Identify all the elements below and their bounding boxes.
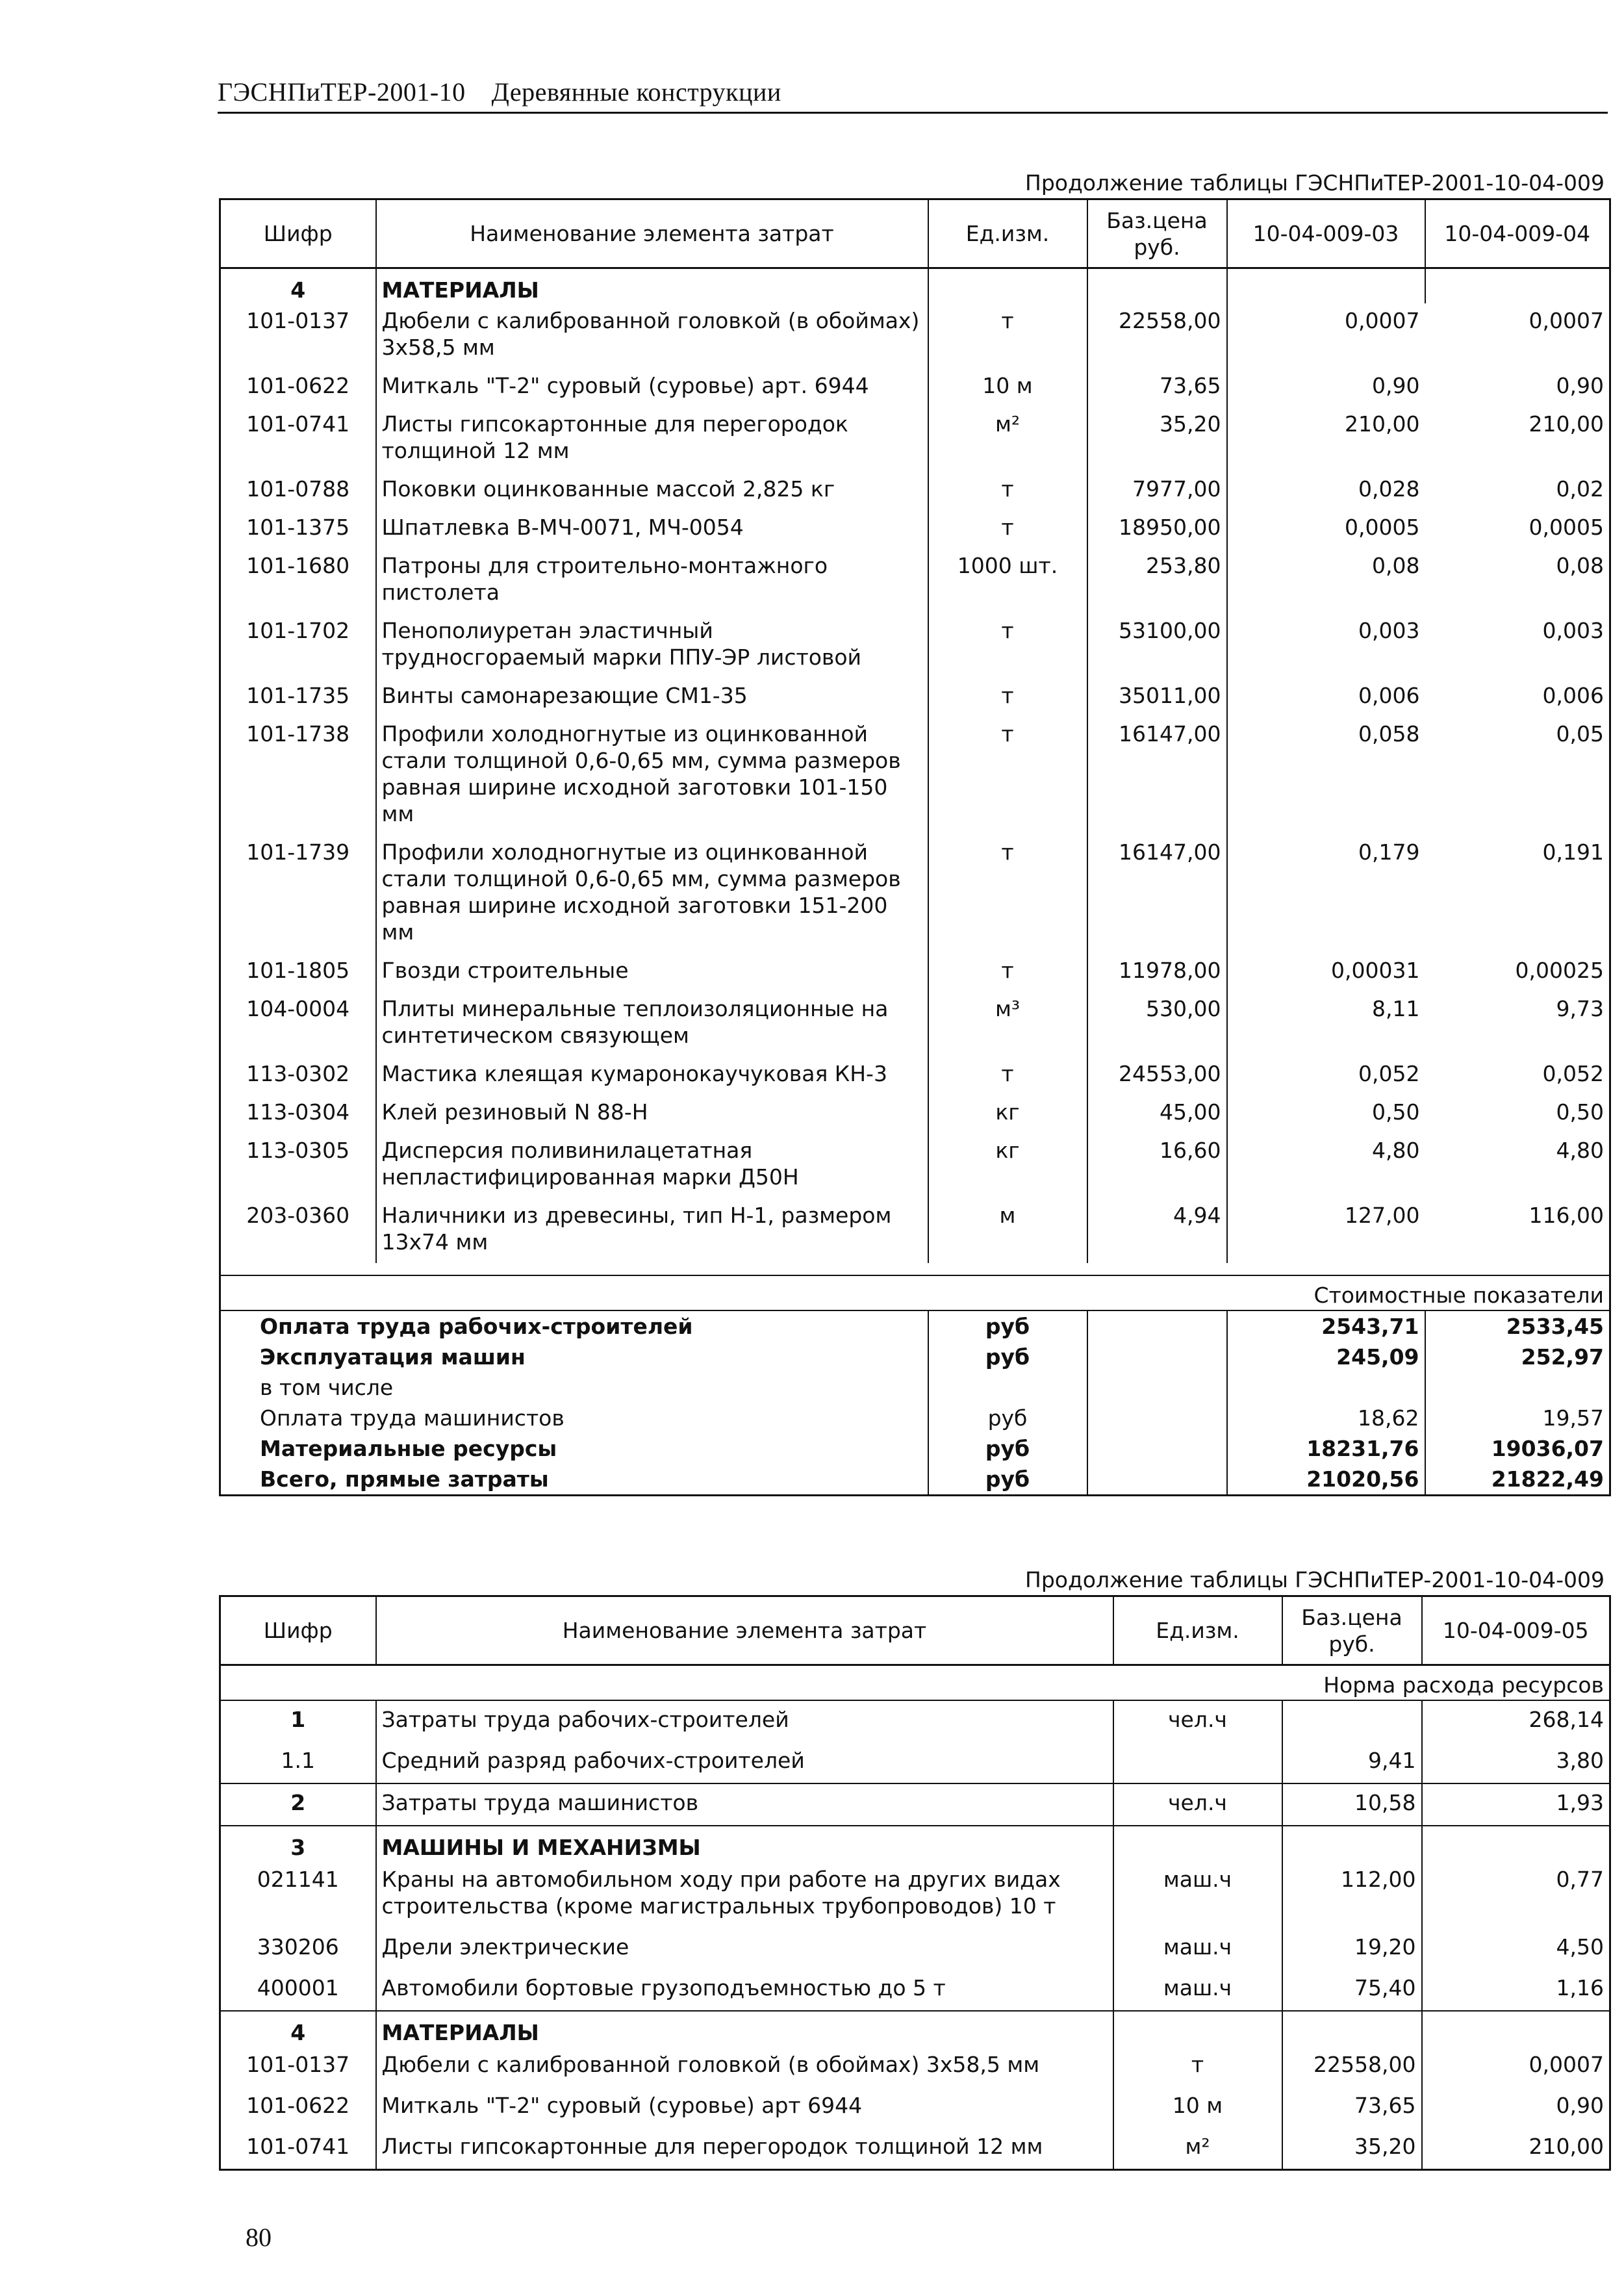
section-title: МАТЕРИАЛЫ (376, 2011, 1113, 2046)
norm-label-row (220, 1665, 1610, 1701)
row-norm-05: 210,00 (1422, 2128, 1610, 2170)
row-unit: м² (928, 407, 1087, 472)
row-name: Винты самонарезающие СМ1-35 (376, 678, 928, 717)
row-norm-05: 1,93 (1422, 1783, 1610, 1826)
summary-norm-04: 19036,07 (1425, 1433, 1610, 1464)
row-code: 101-0741 (246, 411, 350, 437)
row-unit: м² (1113, 2128, 1282, 2170)
row-price: 35,20 (1282, 2128, 1422, 2170)
material-row (220, 2128, 1610, 2170)
summary-row (220, 1433, 1610, 1464)
row-norm-03: 0,90 (1227, 368, 1425, 407)
row-code: 101-1702 (246, 618, 350, 643)
summary-name: Оплата труда машинистов (260, 1405, 565, 1431)
row-name: Наличники из древесины, тип Н-1, размером 13х74 мм (376, 1198, 928, 1263)
summary-blank (1087, 1403, 1227, 1433)
summary-norm-04: 19,57 (1425, 1403, 1610, 1433)
row-norm-03: 127,00 (1227, 1198, 1425, 1263)
summary-name: Эксплуатация машин (260, 1344, 526, 1370)
row-code: 101-0788 (246, 476, 350, 502)
row-price: 45,00 (1087, 1095, 1227, 1133)
row-name: Затраты труда машинистов (376, 1783, 1113, 1826)
row-unit: чел.ч (1113, 1783, 1282, 1826)
table-row (220, 717, 1610, 835)
table-row (220, 407, 1610, 472)
row-norm-03: 0,50 (1227, 1095, 1425, 1133)
summary-norm-03: 2543,71 (1227, 1310, 1425, 1342)
row-code: 101-1680 (246, 553, 350, 578)
summary-unit: руб (928, 1310, 1087, 1342)
row-price: 11978,00 (1087, 953, 1227, 991)
row-unit: т (928, 510, 1087, 548)
labor-row (220, 1700, 1610, 1742)
row-name: Дюбели с калиброванной головкой (в обоймах) 3х58,5 мм (376, 2046, 1113, 2087)
row-norm-04: 0,50 (1556, 1099, 1604, 1125)
row-norm-04: 0,00025 (1515, 958, 1604, 983)
summary-norm-03: 18,62 (1227, 1403, 1425, 1433)
row-price: 253,80 (1087, 548, 1227, 613)
row-code: 101-0137 (246, 308, 350, 333)
row-code: 101-1738 (246, 721, 350, 747)
summary-norm-04 (1425, 1372, 1610, 1403)
row-norm-04: 0,191 (1542, 839, 1604, 865)
row-norm-04: 0,052 (1542, 1061, 1604, 1086)
row-unit: т (1113, 2046, 1282, 2087)
col-header-code: Шифр (220, 199, 376, 268)
row-code: 113-0304 (246, 1099, 350, 1125)
summary-row (220, 1342, 1610, 1372)
section-number: 4 (220, 2011, 376, 2046)
row-name: Мастика клеящая кумаронокаучуковая КН-3 (376, 1056, 928, 1095)
table-row (220, 835, 1610, 953)
row-norm-04: 0,0007 (1529, 308, 1604, 333)
row-price: 10,58 (1282, 1783, 1422, 1826)
row-code: 101-1735 (246, 683, 350, 708)
machine-row (220, 1861, 1610, 1928)
summary-blank (1087, 1464, 1227, 1496)
row-price: 112,00 (1282, 1861, 1422, 1928)
row-unit: т (928, 303, 1087, 368)
summary-norm-03: 21020,56 (1227, 1464, 1425, 1496)
section-number: 3 (220, 1826, 376, 1861)
summary-norm-03: 18231,76 (1227, 1433, 1425, 1464)
table-row (220, 1056, 1610, 1095)
row-price: 22558,00 (1087, 303, 1227, 368)
summary-norm-04: 252,97 (1425, 1342, 1610, 1372)
row-norm-03: 0,003 (1227, 613, 1425, 678)
summary-name: Оплата труда рабочих-строителей (260, 1314, 693, 1339)
summary-norm-04: 2533,45 (1425, 1310, 1610, 1342)
row-price: 19,20 (1282, 1928, 1422, 1969)
section-title: МАШИНЫ И МЕХАНИЗМЫ (376, 1826, 1113, 1861)
table-row (220, 472, 1610, 510)
row-norm-05: 0,0007 (1422, 2046, 1610, 2087)
summary-blank (1087, 1372, 1227, 1403)
header-title: Деревянные конструкции (491, 77, 781, 107)
row-code: 104-0004 (246, 996, 350, 1021)
row-price: 73,65 (1087, 368, 1227, 407)
labor-row (220, 1742, 1610, 1783)
t2-col-header-unit: Ед.изм. (1113, 1596, 1282, 1665)
row-norm-04: 4,80 (1556, 1138, 1604, 1163)
row-unit: т (928, 1056, 1087, 1095)
row-name: Краны на автомобильном ходу при работе на других видах строительства (кроме магистральных трубопроводов) 10 т (376, 1861, 1113, 1928)
row-code: 1 (220, 1700, 376, 1742)
col-header-unit: Ед.изм. (928, 199, 1087, 268)
row-price: 35,20 (1087, 407, 1227, 472)
table1-header-row (220, 199, 1610, 268)
table1-caption: Продолжение таблицы ГЭСНПиТЕР-2001-10-04-009 (1025, 170, 1605, 196)
row-name: Миткаль "Т-2" суровый (суровье) арт. 6944 (376, 368, 928, 407)
row-code: 021141 (257, 1867, 339, 1892)
row-norm-05: 268,14 (1422, 1700, 1610, 1742)
row-price: 16147,00 (1087, 717, 1227, 835)
table-row (220, 678, 1610, 717)
section-title: МАТЕРИАЛЫ (376, 268, 928, 304)
summary-row (220, 1403, 1610, 1433)
table-row (220, 953, 1610, 991)
row-unit: маш.ч (1113, 1969, 1282, 2011)
row-norm-04: 0,08 (1556, 553, 1604, 578)
row-code: 101-0622 (246, 2093, 350, 2118)
row-norm-03: 0,0007 (1227, 303, 1425, 368)
row-unit: т (928, 953, 1087, 991)
spacer-row (220, 1263, 1610, 1275)
row-code: 101-1805 (246, 958, 350, 983)
header-code: ГЭСНПиТЕР-2001-10 (218, 77, 466, 107)
summary-unit: руб (928, 1464, 1087, 1496)
row-name: Профили холодногнутые из оцинкованной стали толщиной 0,6-0,65 мм, сумма размеров равная ширине исходной заготовки 101-150 мм (376, 717, 928, 835)
row-unit: 10 м (1113, 2087, 1282, 2128)
row-norm-03: 0,00031 (1227, 953, 1425, 991)
row-norm-04: 0,02 (1556, 476, 1604, 502)
row-norm-04: 0,05 (1556, 721, 1604, 747)
summary-row (220, 1464, 1610, 1496)
row-code: 101-1739 (246, 839, 350, 865)
row-unit: маш.ч (1113, 1861, 1282, 1928)
col-header-name: Наименование элемента затрат (376, 199, 928, 268)
summary-blank (1087, 1342, 1227, 1372)
row-name: Патроны для строительно-монтажного пистолета (376, 548, 928, 613)
row-code: 1.1 (281, 1748, 315, 1773)
row-name: Клей резиновый N 88-Н (376, 1095, 928, 1133)
table-row (220, 1133, 1610, 1198)
row-norm-05: 0,77 (1422, 1861, 1610, 1928)
table-1 (219, 198, 1611, 1496)
summary-norm-03: 245,09 (1227, 1342, 1425, 1372)
summary-norm-03 (1227, 1372, 1425, 1403)
row-unit: т (928, 613, 1087, 678)
col-header-price: Баз.цена руб. (1087, 199, 1227, 268)
summary-blank (1087, 1310, 1227, 1342)
table2-caption: Продолжение таблицы ГЭСНПиТЕР-2001-10-04-009 (1025, 1567, 1605, 1592)
cost-indicators-label: Стоимостные показатели (220, 1275, 1610, 1310)
row-price: 7977,00 (1087, 472, 1227, 510)
row-norm-03: 210,00 (1227, 407, 1425, 472)
row-price: 24553,00 (1087, 1056, 1227, 1095)
row-name: Дрели электрические (376, 1928, 1113, 1969)
t2-col-header-norm-05: 10-04-009-05 (1422, 1596, 1610, 1665)
row-code: 203-0360 (246, 1203, 350, 1228)
summary-row (220, 1310, 1610, 1342)
header-rule (218, 112, 1608, 114)
row-price: 4,94 (1087, 1198, 1227, 1263)
row-norm-05: 0,90 (1422, 2087, 1610, 2128)
row-name: Листы гипсокартонные для перегородок толщиной 12 мм (376, 407, 928, 472)
row-unit: чел.ч (1113, 1700, 1282, 1742)
row-code: 2 (220, 1783, 376, 1826)
row-norm-04: 9,73 (1556, 996, 1604, 1021)
row-price: 18950,00 (1087, 510, 1227, 548)
row-unit (1113, 1742, 1282, 1783)
table-row (220, 1095, 1610, 1133)
row-unit: м (928, 1198, 1087, 1263)
row-norm-03: 0,052 (1227, 1056, 1425, 1095)
row-code: 113-0302 (246, 1061, 350, 1086)
running-header (218, 77, 781, 107)
row-norm-04: 0,006 (1542, 683, 1604, 708)
norm-label: Норма расхода ресурсов (220, 1665, 1610, 1701)
row-price: 35011,00 (1087, 678, 1227, 717)
row-code: 101-0741 (246, 2134, 350, 2159)
row-name: Профили холодногнутые из оцинкованной стали толщиной 0,6-0,65 мм, сумма размеров равная ширине исходной заготовки 151-200 мм (376, 835, 928, 953)
col-header-norm-04: 10-04-009-04 (1425, 199, 1610, 268)
row-norm-03: 0,028 (1227, 472, 1425, 510)
row-code: 400001 (257, 1975, 339, 2000)
section-row-materials (220, 2011, 1610, 2046)
row-unit: 10 м (928, 368, 1087, 407)
row-name: Поковки оцинкованные массой 2,825 кг (376, 472, 928, 510)
summary-name: Всего, прямые затраты (260, 1466, 549, 1492)
table-row (220, 303, 1610, 368)
row-price: 16147,00 (1087, 835, 1227, 953)
row-unit: маш.ч (1113, 1928, 1282, 1969)
t2-col-header-code: Шифр (220, 1596, 376, 1665)
row-unit: 1000 шт. (928, 548, 1087, 613)
row-price: 75,40 (1282, 1969, 1422, 2011)
row-name: Затраты труда рабочих-строителей (376, 1700, 1113, 1742)
summary-unit: руб (928, 1433, 1087, 1464)
section-number: 4 (290, 277, 306, 303)
row-code: 101-0622 (246, 373, 350, 398)
table2-header-row (220, 1596, 1610, 1665)
material-row (220, 2046, 1610, 2087)
row-norm-05: 3,80 (1422, 1742, 1610, 1783)
row-norm-03: 0,058 (1227, 717, 1425, 835)
row-norm-05: 4,50 (1422, 1928, 1610, 1969)
row-norm-04: 210,00 (1529, 411, 1604, 437)
row-code: 113-0305 (246, 1138, 350, 1163)
row-unit: т (928, 472, 1087, 510)
row-norm-03: 0,0005 (1227, 510, 1425, 548)
row-name: Автомобили бортовые грузоподъемностью до 5 т (376, 1969, 1113, 2011)
row-price (1282, 1700, 1422, 1742)
row-code: 330206 (257, 1934, 339, 1960)
row-price: 16,60 (1087, 1133, 1227, 1198)
cost-indicators-row (220, 1275, 1610, 1310)
row-name: Плиты минеральные теплоизоляционные на синтетическом связующем (376, 991, 928, 1056)
machinists-row (220, 1783, 1610, 1826)
table-row (220, 548, 1610, 613)
table-row (220, 613, 1610, 678)
table-row (220, 1198, 1610, 1263)
row-norm-03: 0,08 (1227, 548, 1425, 613)
summary-unit (928, 1372, 1087, 1403)
machine-row (220, 1928, 1610, 1969)
section-row-materials (220, 268, 1610, 304)
row-unit: кг (928, 1095, 1087, 1133)
row-norm-03: 0,006 (1227, 678, 1425, 717)
row-norm-04: 0,003 (1542, 618, 1604, 643)
summary-name: в том числе (260, 1375, 394, 1400)
row-price: 22558,00 (1282, 2046, 1422, 2087)
row-unit: т (928, 717, 1087, 835)
table-2 (219, 1595, 1611, 2171)
row-norm-03: 4,80 (1227, 1133, 1425, 1198)
row-name: Миткаль "Т-2" суровый (суровье) арт 6944 (376, 2087, 1113, 2128)
row-norm-04: 116,00 (1529, 1203, 1604, 1228)
row-price: 530,00 (1087, 991, 1227, 1056)
row-name: Дюбели с калиброванной головкой (в обоймах) 3х58,5 мм (376, 303, 928, 368)
summary-blank (1087, 1433, 1227, 1464)
t2-col-header-name: Наименование элемента затрат (376, 1596, 1113, 1665)
row-norm-04: 0,90 (1556, 373, 1604, 398)
row-norm-03: 0,179 (1227, 835, 1425, 953)
table-row (220, 510, 1610, 548)
row-unit: т (928, 678, 1087, 717)
row-code: 101-0137 (246, 2052, 350, 2077)
row-code: 101-1375 (246, 515, 350, 540)
page-number: 80 (246, 2223, 272, 2252)
row-price: 9,41 (1282, 1742, 1422, 1783)
row-norm-03: 8,11 (1227, 991, 1425, 1056)
row-name: Шпатлевка В-МЧ-0071, МЧ-0054 (376, 510, 928, 548)
row-norm-04: 0,0005 (1529, 515, 1604, 540)
row-price: 73,65 (1282, 2087, 1422, 2128)
row-name: Дисперсия поливинилацетатная непластифицированная марки Д50Н (376, 1133, 928, 1198)
t2-col-header-price: Баз.цена руб. (1282, 1596, 1422, 1665)
row-unit: кг (928, 1133, 1087, 1198)
col-header-norm-03: 10-04-009-03 (1227, 199, 1425, 268)
row-name: Гвозди строительные (376, 953, 928, 991)
row-name: Пенополиуретан эластичный трудносгораемый марки ППУ-ЭР листовой (376, 613, 928, 678)
table-row (220, 368, 1610, 407)
machine-row (220, 1969, 1610, 2011)
table-row (220, 991, 1610, 1056)
row-name: Листы гипсокартонные для перегородок толщиной 12 мм (376, 2128, 1113, 2170)
summary-unit: руб (928, 1342, 1087, 1372)
summary-name: Материальные ресурсы (260, 1436, 557, 1461)
row-unit: м³ (928, 991, 1087, 1056)
section-row-machines (220, 1826, 1610, 1861)
summary-row (220, 1372, 1610, 1403)
row-unit: т (928, 835, 1087, 953)
row-norm-05: 1,16 (1422, 1969, 1610, 2011)
row-price: 53100,00 (1087, 613, 1227, 678)
summary-norm-04: 21822,49 (1425, 1464, 1610, 1496)
row-name: Средний разряд рабочих-строителей (376, 1742, 1113, 1783)
material-row (220, 2087, 1610, 2128)
summary-unit: руб (928, 1403, 1087, 1433)
